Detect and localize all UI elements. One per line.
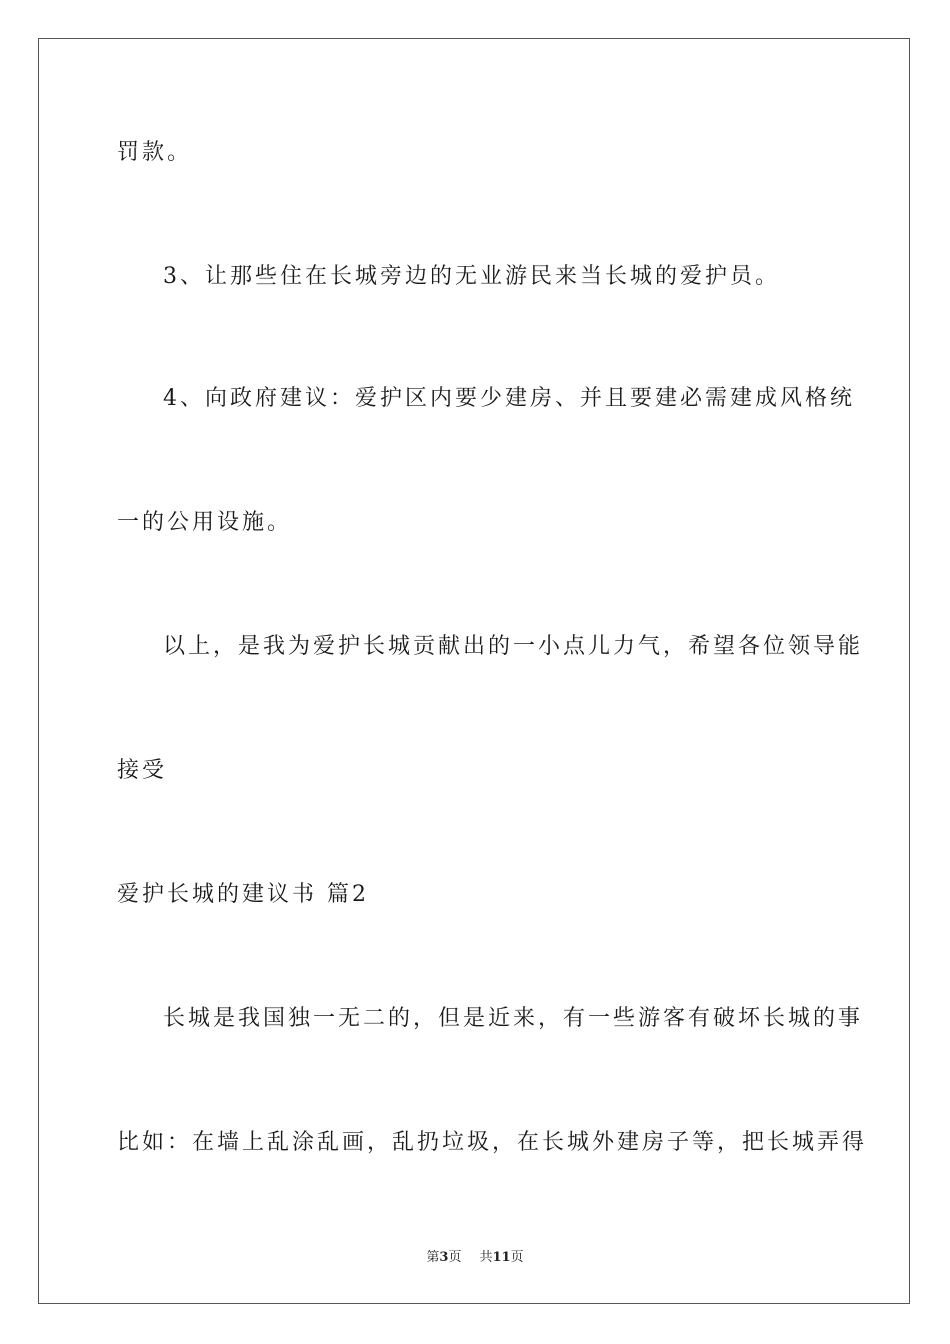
footer-page-prefix: 第 xyxy=(426,1250,440,1265)
footer-page-number: 3 xyxy=(439,1250,449,1265)
paragraph-line-3: 4、向政府建议：爱护区内要少建房、并且要建必需建成风格统 xyxy=(163,386,855,411)
paragraph-line-4: 一的公用设施。 xyxy=(117,510,293,535)
paragraph-line-1: 罚款。 xyxy=(117,140,193,165)
footer-total-suffix: 页 xyxy=(510,1250,524,1265)
page-footer xyxy=(0,1246,950,1265)
page-border xyxy=(38,38,910,1304)
paragraph-line-5: 以上，是我为爱护长城贡献出的一小点儿力气，希望各位领导能 xyxy=(163,634,864,659)
paragraph-line-8: 比如：在墙上乱涂乱画，乱扔垃圾，在长城外建房子等，把长城弄得 xyxy=(117,1130,868,1155)
paragraph-line-6: 接受 xyxy=(117,758,168,783)
footer-total-prefix: 共 xyxy=(479,1250,493,1265)
footer-page-suffix: 页 xyxy=(448,1250,462,1265)
footer-total-number: 11 xyxy=(492,1250,511,1265)
paragraph-line-7: 长城是我国独一无二的，但是近来，有一些游客有破坏长城的事 xyxy=(163,1006,864,1031)
section-heading: 爱护长城的建议书 篇2 xyxy=(117,882,369,907)
paragraph-line-2: 3、让那些住在长城旁边的无业游民来当长城的爱护员。 xyxy=(163,264,780,289)
